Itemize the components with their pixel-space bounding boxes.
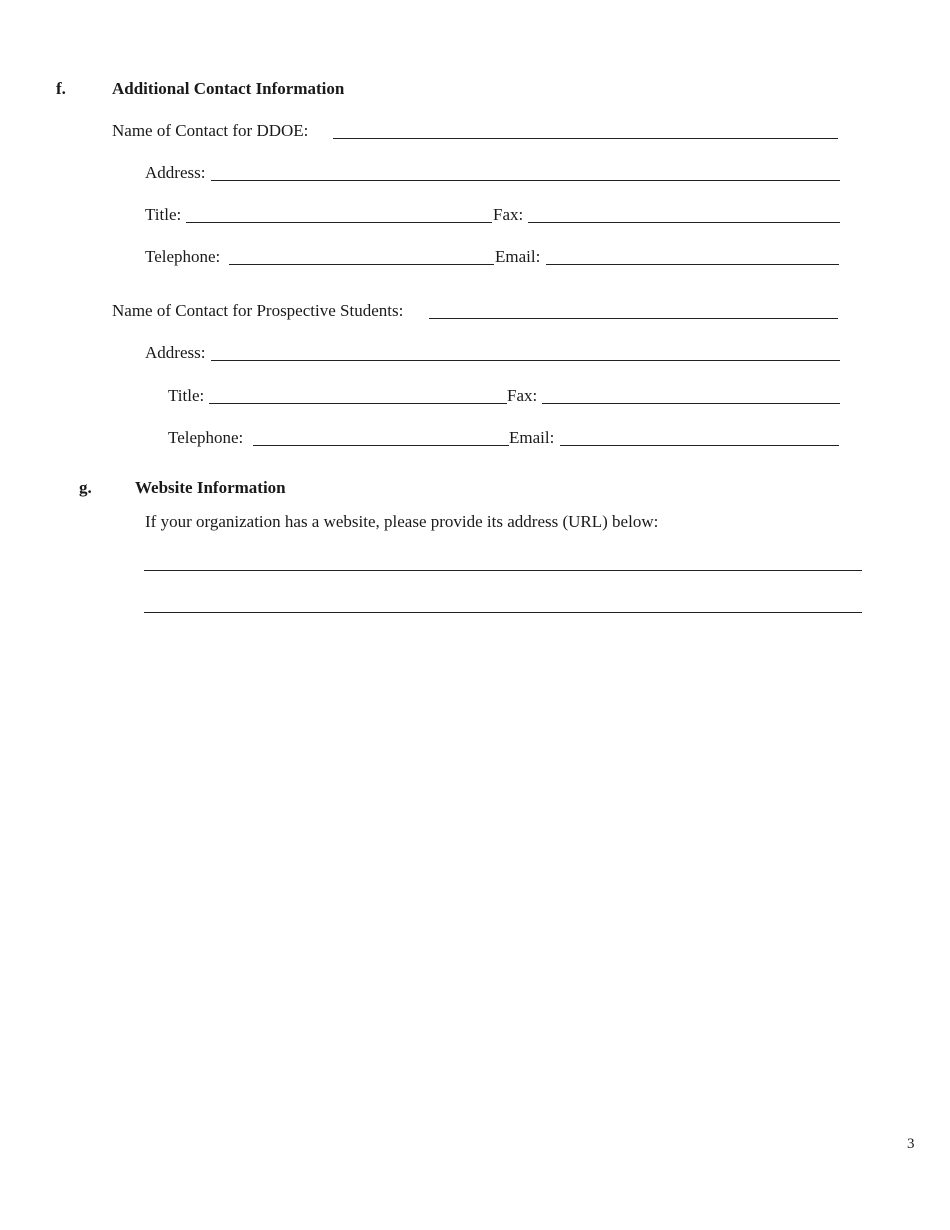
student-fax-label: Fax: bbox=[507, 386, 538, 405]
student-contact-name-field[interactable] bbox=[429, 318, 838, 319]
ddoe-title-field[interactable] bbox=[186, 222, 492, 223]
website-url-field-1[interactable] bbox=[144, 570, 862, 571]
ddoe-contact-name-label: Name of Contact for DDOE: bbox=[112, 121, 309, 140]
student-address-field[interactable] bbox=[211, 360, 840, 361]
ddoe-contact-name-field[interactable] bbox=[333, 138, 838, 139]
ddoe-telephone-field[interactable] bbox=[229, 264, 494, 265]
ddoe-fax-label: Fax: bbox=[493, 205, 524, 224]
ddoe-address-field[interactable] bbox=[211, 180, 840, 181]
ddoe-address-label: Address: bbox=[145, 163, 206, 182]
student-telephone-label: Telephone: bbox=[168, 428, 244, 447]
ddoe-telephone-label: Telephone: bbox=[145, 247, 221, 266]
student-title-field[interactable] bbox=[209, 403, 507, 404]
section-g-heading: Website Information bbox=[135, 478, 286, 497]
student-address-label: Address: bbox=[145, 343, 206, 362]
ddoe-fax-field[interactable] bbox=[528, 222, 840, 223]
website-instruction: If your organization has a website, please provide its address (URL) below: bbox=[145, 512, 659, 531]
student-title-label: Title: bbox=[168, 386, 205, 405]
section-g-letter: g. bbox=[79, 478, 92, 497]
page-number: 3 bbox=[907, 1136, 915, 1152]
website-url-field-2[interactable] bbox=[144, 612, 862, 613]
student-fax-field[interactable] bbox=[542, 403, 840, 404]
ddoe-email-label: Email: bbox=[495, 247, 541, 266]
section-f-heading: Additional Contact Information bbox=[112, 79, 345, 98]
student-email-field[interactable] bbox=[560, 445, 839, 446]
student-email-label: Email: bbox=[509, 428, 555, 447]
section-f-letter: f. bbox=[56, 79, 66, 98]
ddoe-title-label: Title: bbox=[145, 205, 182, 224]
student-contact-name-label: Name of Contact for Prospective Students: bbox=[112, 301, 404, 320]
ddoe-email-field[interactable] bbox=[546, 264, 839, 265]
student-telephone-field[interactable] bbox=[253, 445, 509, 446]
